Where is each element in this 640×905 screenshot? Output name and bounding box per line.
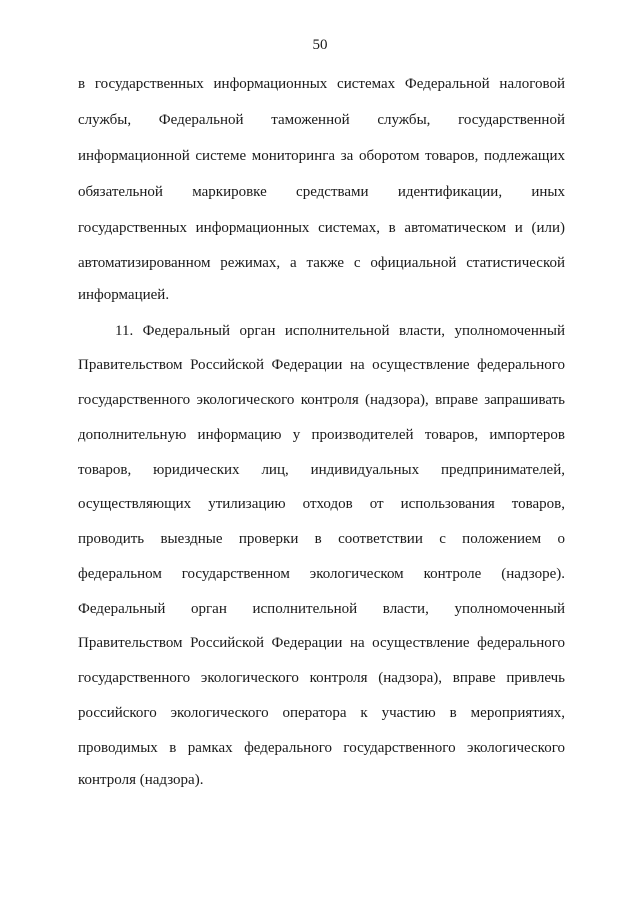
text-line: службы, Федеральной таможенной службы, государственной — [78, 112, 565, 128]
text-line: информацией. — [78, 287, 170, 303]
text-line: обязательной маркировке средствами идентификации, иных — [78, 184, 565, 200]
text-line: российского экологического оператора к участию в мероприятиях, — [78, 705, 565, 721]
text-line: дополнительную информацию у производителей товаров, импортеров — [78, 427, 565, 443]
text-line: Федеральный орган исполнительной власти, уполномоченный — [78, 601, 565, 617]
paragraph-first-line: 11. Федеральный орган исполнительной власти, уполномоченный — [115, 323, 565, 339]
text-line: проводить выездные проверки в соответствии с положением о — [78, 531, 565, 547]
text-line: информационной системе мониторинга за оборотом товаров, подлежащих — [78, 148, 565, 164]
page-number: 50 — [312, 37, 328, 53]
text-line: контроля (надзора). — [78, 772, 204, 788]
text-line: государственных информационных системах, в автоматическом и (или) — [78, 220, 565, 236]
text-line: проводимых в рамках федерального государственного экологического — [78, 740, 565, 756]
text-line: Правительством Российской Федерации на осуществление федерального — [78, 357, 565, 373]
text-line: товаров, юридических лиц, индивидуальных предпринимателей, — [78, 462, 565, 478]
text-line: Правительством Российской Федерации на осуществление федерального — [78, 635, 565, 651]
text-line: осуществляющих утилизацию отходов от использования товаров, — [78, 496, 565, 512]
text-line: в государственных информационных системах Федеральной налоговой — [78, 76, 565, 92]
text-line: государственного экологического контроля (надзора), вправе привлечь — [78, 670, 565, 686]
text-line: государственного экологического контроля (надзора), вправе запрашивать — [78, 392, 565, 408]
text-line: федеральном государственном экологическом контроле (надзоре). — [78, 566, 565, 582]
text-line: автоматизированном режимах, а также с официальной статистической — [78, 255, 565, 271]
